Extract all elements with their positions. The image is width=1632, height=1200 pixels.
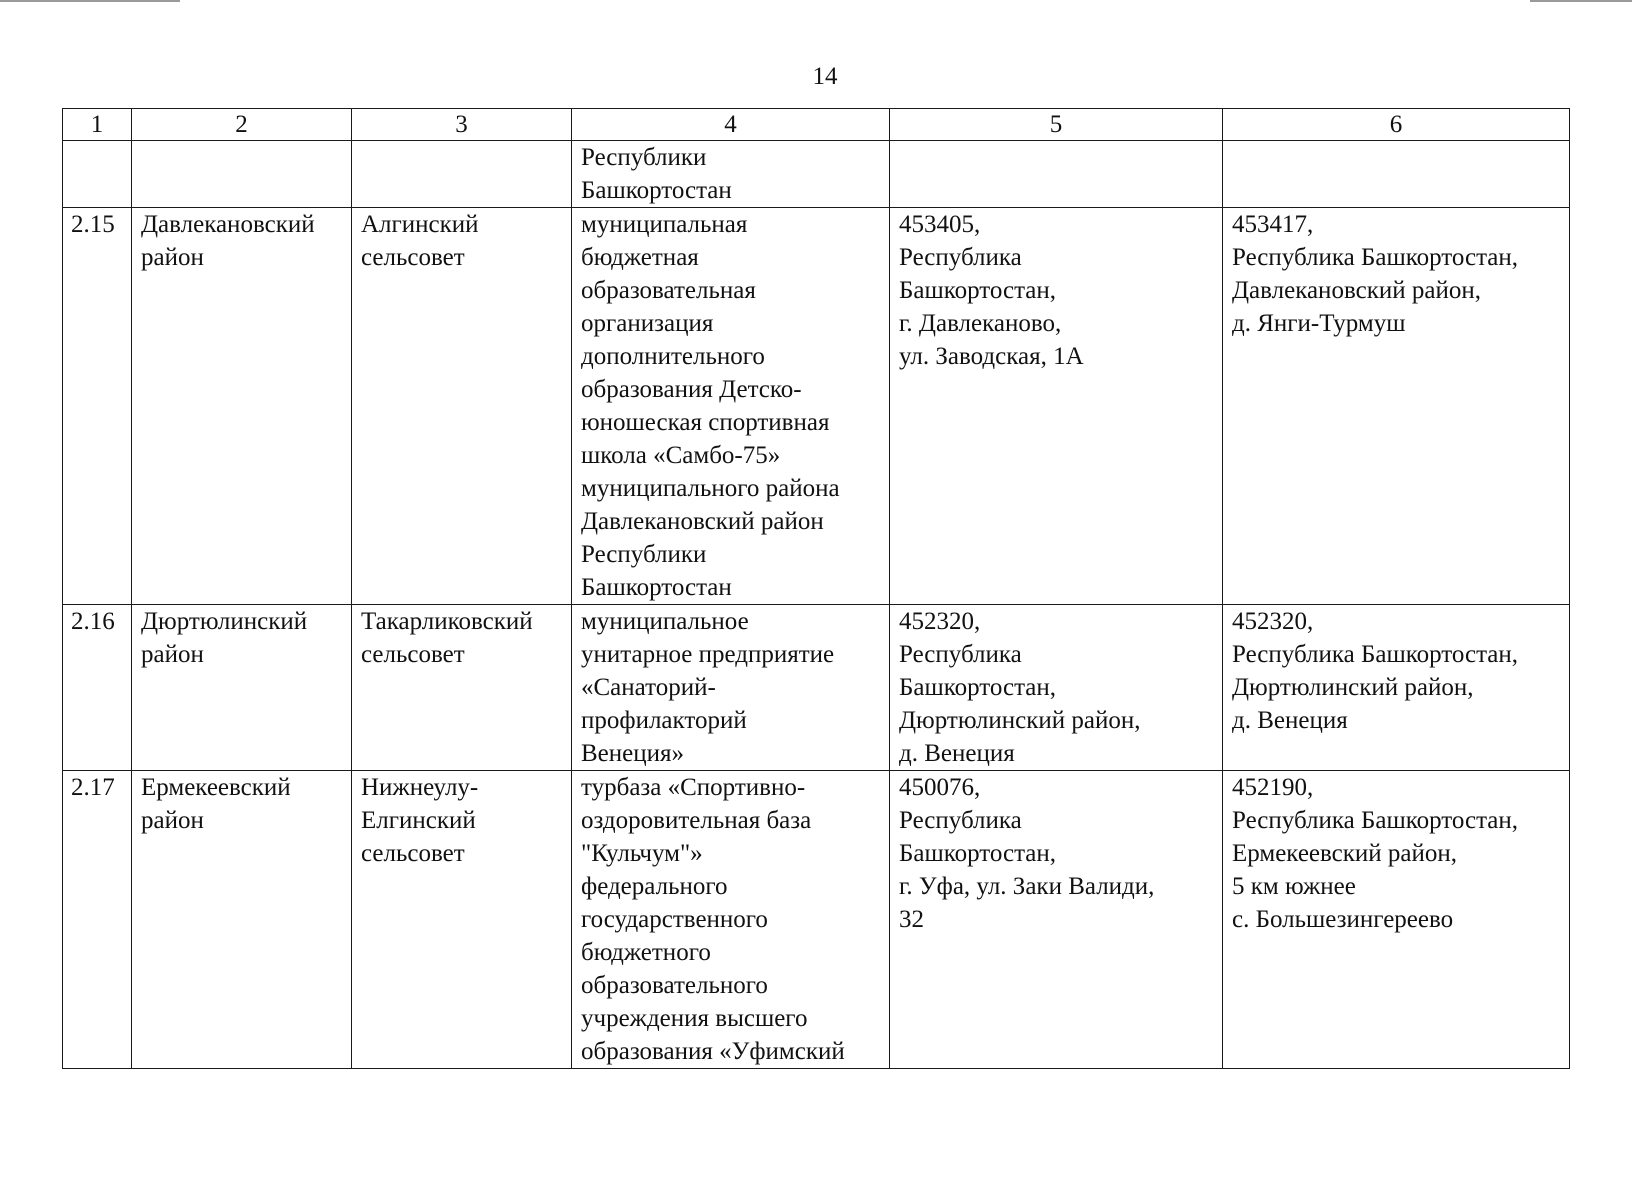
cell-text-line: Башкортостан, (899, 674, 1057, 701)
cell-text-line: "Кульчум"» (581, 840, 703, 867)
cell-text-line: Башкортостан, (899, 277, 1057, 304)
organization-address-cell (890, 208, 1223, 605)
cell-text-line: Республика Башкортостан, (1232, 244, 1519, 271)
cell-text-line: Елгинский (361, 807, 476, 834)
cell-text-line: бюджетного (581, 939, 711, 966)
scan-edge-line-right (1530, 0, 1632, 2)
page-number: 14 (812, 63, 838, 90)
cell-text-line: Республика Башкортостан, (1232, 641, 1519, 668)
cell-text-line: образования Детско- (581, 376, 802, 403)
cell-text-line: район (141, 244, 204, 271)
cell-text-line: сельсовет (361, 641, 465, 668)
row-number-cell (63, 605, 132, 771)
cell-text-line: Республика (899, 244, 1022, 271)
cell-text-line: Республики (581, 541, 707, 568)
organization-cell (572, 605, 890, 771)
location-address-cell (1223, 208, 1570, 605)
header-cell: 5 (890, 109, 1223, 141)
location-address-cell (1223, 141, 1570, 208)
district-cell (132, 771, 352, 1069)
registry-table (62, 108, 1570, 1069)
table-row (63, 605, 1570, 771)
cell-text-line: муниципальная (581, 211, 748, 238)
cell-text-line: школа «Самбо-75» (581, 442, 781, 469)
cell-text-line: Башкортостан (581, 574, 732, 601)
row-number-cell (63, 771, 132, 1069)
cell-text-line: Давлекановский район (581, 508, 824, 535)
organization-address-cell (890, 141, 1223, 208)
cell-text-line: «Санаторий- (581, 674, 716, 701)
district-cell (132, 141, 352, 208)
row-number-cell (63, 141, 132, 208)
cell-text-line: д. Янги-Турмуш (1232, 310, 1406, 337)
table-row (63, 208, 1570, 605)
cell-text-line: д. Венеция (1232, 707, 1348, 734)
cell-text-line: муниципального района (581, 475, 840, 502)
cell-text-line: 32 (899, 906, 924, 933)
cell-text-line: дополнительного (581, 343, 765, 370)
cell-text-line: муниципальное (581, 608, 749, 635)
cell-text: 2.17 (71, 774, 115, 801)
cell-text-line: район (141, 641, 204, 668)
cell-text-line: образования «Уфимский (581, 1038, 845, 1065)
organization-address-cell (890, 771, 1223, 1069)
cell-text-line: Республика Башкортостан, (1232, 807, 1519, 834)
cell-text-line: Давлекановский район, (1232, 277, 1481, 304)
cell-text-line: 453417, (1232, 211, 1314, 238)
table-row (63, 771, 1570, 1069)
council-cell (352, 771, 572, 1069)
location-address-cell (1223, 771, 1570, 1069)
organization-cell (572, 771, 890, 1069)
cell-text-line: Такарликовский (361, 608, 533, 635)
header-cell: 2 (132, 109, 352, 141)
header-cell: 6 (1223, 109, 1570, 141)
cell-text-line: Венеция» (581, 740, 685, 767)
cell-text: 2.15 (71, 211, 115, 238)
cell-text-line: унитарное предприятие (581, 641, 835, 668)
cell-text-line: Республика (899, 807, 1022, 834)
cell-text-line: г. Давлеканово, (899, 310, 1062, 337)
header-row (63, 109, 1570, 141)
cell-text-line: федерального (581, 873, 728, 900)
organization-cell (572, 141, 890, 208)
cell-text-line: организация (581, 310, 714, 337)
cell-text-line: образовательного (581, 972, 768, 999)
cell-text-line: 452190, (1232, 774, 1314, 801)
location-address-cell (1223, 605, 1570, 771)
cell-text-line: Республики (581, 144, 707, 171)
scan-edge-line-left (0, 0, 180, 2)
cell-text-line: д. Венеция (899, 740, 1015, 767)
cell-text: 2.16 (71, 608, 115, 635)
cell-text-line: Дюртюлинский (141, 608, 308, 635)
cell-text-line: Давлекановский (141, 211, 315, 238)
cell-text-line: Республика (899, 641, 1022, 668)
district-cell (132, 208, 352, 605)
cell-text-line: 453405, (899, 211, 981, 238)
cell-text-line: оздоровительная база (581, 807, 812, 834)
cell-text-line: государственного (581, 906, 768, 933)
council-cell (352, 208, 572, 605)
cell-text-line: Ермекеевский район, (1232, 840, 1458, 867)
cell-text-line: 452320, (899, 608, 981, 635)
cell-text-line: образовательная (581, 277, 756, 304)
cell-text-line: с. Большезингереево (1232, 906, 1454, 933)
table-row (63, 141, 1570, 208)
cell-text-line: 452320, (1232, 608, 1314, 635)
cell-text-line: Нижнеулу- (361, 774, 479, 801)
cell-text-line: сельсовет (361, 244, 465, 271)
council-cell (352, 141, 572, 208)
cell-text-line: профилакторий (581, 707, 747, 734)
cell-text-line: ул. Заводская, 1А (899, 343, 1084, 370)
cell-text-line: турбаза «Спортивно- (581, 774, 806, 801)
district-cell (132, 605, 352, 771)
cell-text-line: Дюртюлинский район, (1232, 674, 1474, 701)
cell-text-line: Ермекеевский (141, 774, 291, 801)
cell-text-line: Башкортостан, (899, 840, 1057, 867)
cell-text-line: юношеская спортивная (581, 409, 830, 436)
cell-text-line: учреждения высшего (581, 1005, 808, 1032)
cell-text-line: 450076, (899, 774, 981, 801)
row-number-cell (63, 208, 132, 605)
cell-text-line: район (141, 807, 204, 834)
cell-text-line: сельсовет (361, 840, 465, 867)
cell-text-line: г. Уфа, ул. Заки Валиди, (899, 873, 1155, 900)
cell-text-line: Башкортостан (581, 177, 732, 204)
cell-text-line: 5 км южнее (1232, 873, 1356, 900)
header-cell: 3 (352, 109, 572, 141)
council-cell (352, 605, 572, 771)
organization-address-cell (890, 605, 1223, 771)
cell-text-line: Дюртюлинский район, (899, 707, 1141, 734)
cell-text-line: Алгинский (361, 211, 479, 238)
header-cell: 4 (572, 109, 890, 141)
header-cell: 1 (63, 109, 132, 141)
organization-cell (572, 208, 890, 605)
cell-text-line: бюджетная (581, 244, 699, 271)
